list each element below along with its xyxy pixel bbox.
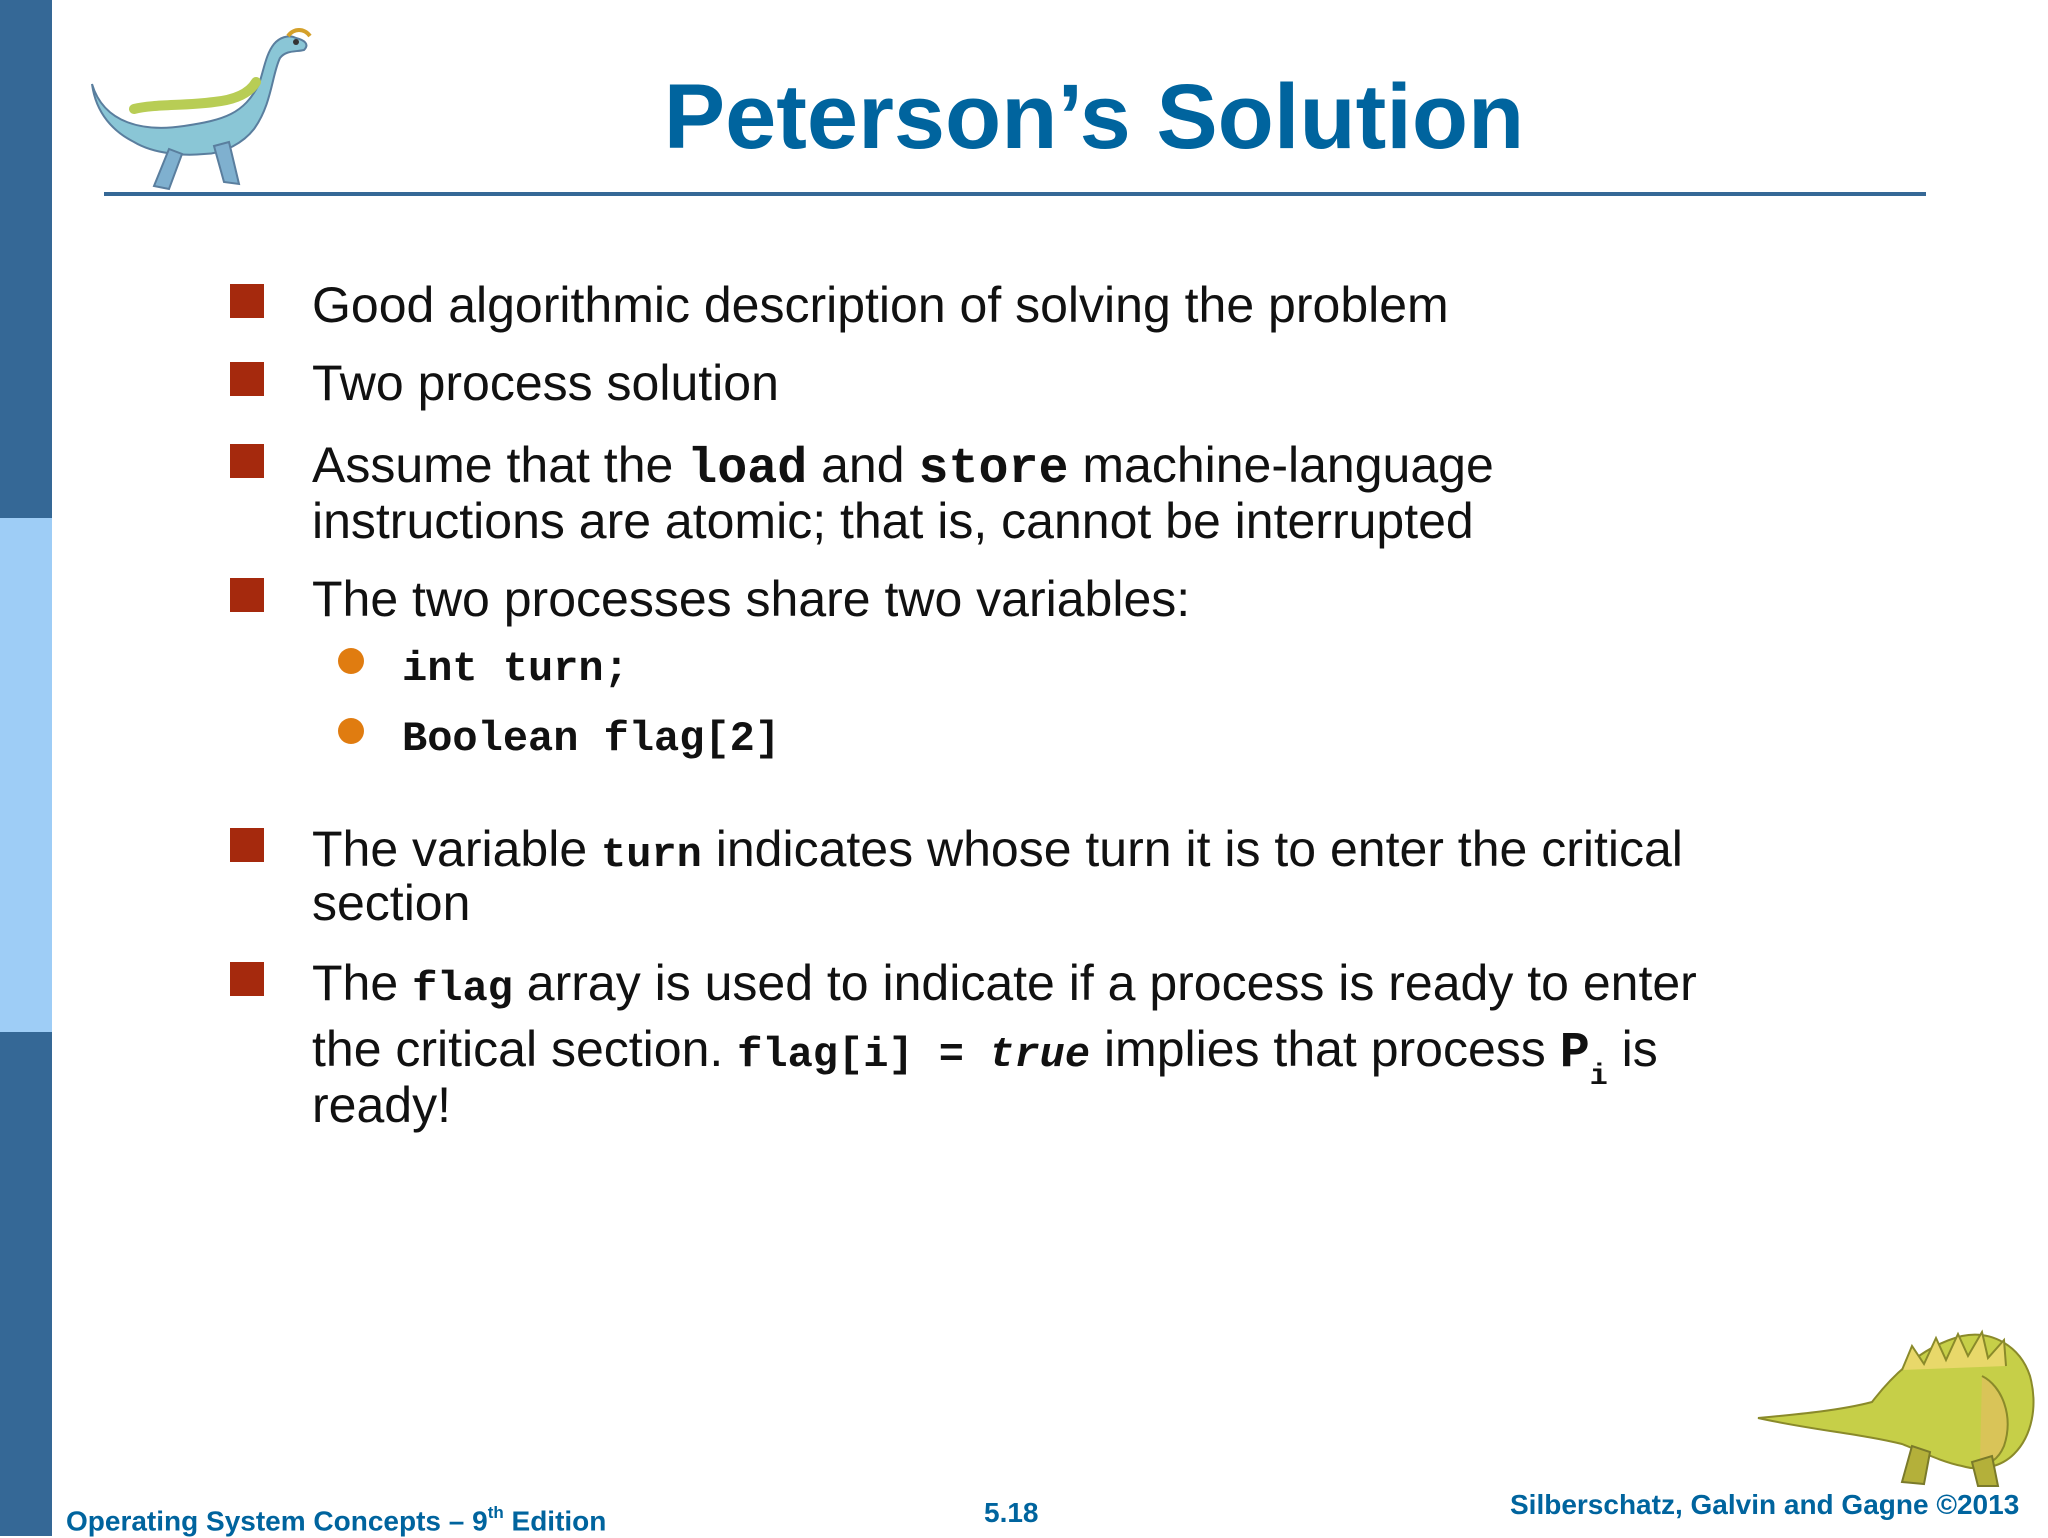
bullet-square-icon <box>230 578 264 612</box>
bullet-square-icon <box>230 444 264 478</box>
bullet-6-pre: The <box>312 955 413 1011</box>
footer-left-sup: th <box>487 1503 504 1522</box>
bullet-4-text: The two processes share two variables: <box>312 571 1191 627</box>
bullet-6-line-2-pre: the critical section. <box>312 1021 738 1077</box>
bullet-3-line-2: instructions are atomic; that is, cannot be interrupted <box>312 493 1474 549</box>
footer-slide-number: 5.18 <box>984 1497 1039 1528</box>
sub-bullet-1-code: int turn; <box>402 645 629 693</box>
slide-title: Peterson’s Solution <box>663 66 1525 168</box>
bullet-6-line-2-mid: implies that process <box>1090 1021 1560 1077</box>
code-store: store <box>918 441 1069 498</box>
code-turn: turn <box>601 831 702 879</box>
code-process-p: P <box>1559 1025 1590 1082</box>
bullet-square-icon <box>230 962 264 996</box>
dinosaur-illustration-icon <box>1752 1306 2048 1490</box>
code-subscript-i: i <box>1589 1060 1608 1094</box>
footer-authors: Silberschatz, Galvin and Gagne ©2013 <box>1510 1489 2020 1520</box>
bullet-6-line-1 <box>312 954 1697 1018</box>
bullet-dot-icon <box>338 718 364 744</box>
code-flag: flag <box>412 965 513 1013</box>
bullet-square-icon <box>230 284 264 318</box>
bullet-5-line-1 <box>312 820 1683 884</box>
footer-book-title <box>66 1498 606 1538</box>
footer-left-post: Edition <box>503 1505 607 1537</box>
bullet-5-post: indicates whose turn it is to enter the critical <box>701 821 1683 877</box>
sub-bullet-2-code: Boolean flag[2] <box>402 715 781 763</box>
bullet-6-post: array is used to indicate if a process is ready to enter <box>512 955 1697 1011</box>
bullet-5-pre: The variable <box>312 821 602 877</box>
footer-left-pre: Operating System Concepts – 9 <box>66 1505 488 1537</box>
bullet-6-line-2 <box>312 1020 1658 1094</box>
bullet-5-line-2: section <box>312 875 471 931</box>
code-load: load <box>687 441 808 498</box>
code-flag-i: flag[i] = <box>737 1031 990 1079</box>
bullet-6-line-3: ready! <box>312 1077 451 1133</box>
bullet-3-mid: and <box>807 437 919 493</box>
bullet-square-icon <box>230 828 264 862</box>
bullet-2-text: Two process solution <box>312 355 779 411</box>
code-true: true <box>989 1031 1091 1079</box>
bullet-dot-icon <box>338 648 364 674</box>
bullet-3-post: machine-language <box>1068 437 1494 493</box>
bullet-3-line-1 <box>312 436 1494 499</box>
bullet-6-line-2-post: is <box>1607 1021 1658 1077</box>
bullet-3-pre: Assume that the <box>312 437 688 493</box>
bullet-square-icon <box>230 362 264 396</box>
bullet-1-text: Good algorithmic description of solving the problem <box>312 277 1449 333</box>
